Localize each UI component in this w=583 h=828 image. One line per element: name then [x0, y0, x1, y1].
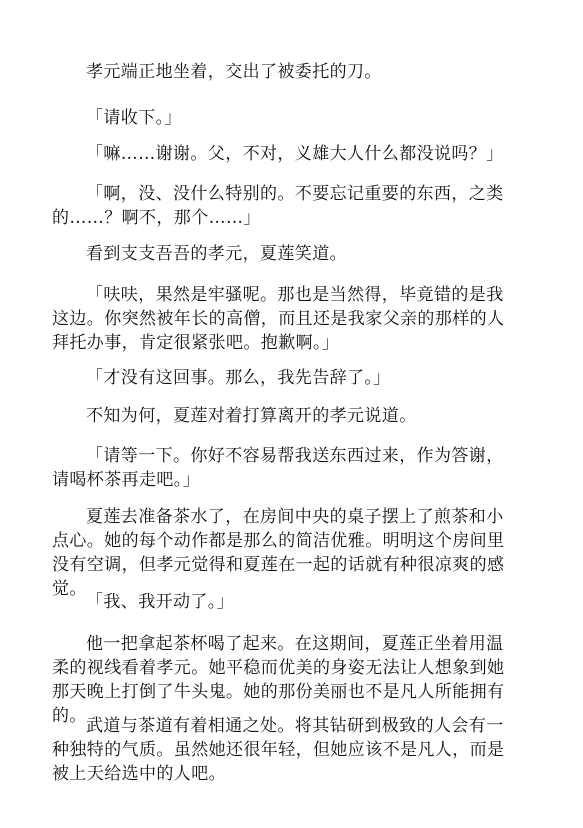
paragraph-2: 「请收下。」: [86, 108, 182, 128]
paragraph-13: 武道与茶道有着相通之处。将其钻研到极致的人会有一种独特的气质。虽然她还很年轻，但她应该不是凡人，而是被上天给选中的人吧。: [52, 716, 505, 784]
paragraph-6: 「呋呋，果然是牢骚呢。那也是当然得，毕竟错的是我这边。你突然被年长的高僧，而且还是我家父亲的那样的人拜托办事，肯定很紧张吧。抱歉啊。」: [52, 285, 505, 353]
paragraph-8: 不知为何，夏莲对着打算离开的孝元说道。: [86, 406, 417, 426]
paragraph-1: 孝元端正地坐着，交出了被委托的刀。: [86, 62, 382, 82]
paragraph-3: 「嘛……谢谢。父，不对，义雄大人什么都没说吗？」: [86, 144, 504, 164]
paragraph-7: 「才没有这回事。那么，我先告辞了。」: [86, 368, 391, 388]
paragraph-10: 夏莲去准备茶水了，在房间中央的桌子摆上了煎茶和小点心。她的每个动作都是那么的简洁优雅。明明这个房间里没有空调，但孝元觉得和夏莲在一起的话就有种很凉爽的感觉。: [52, 507, 505, 599]
paragraph-5: 看到支支吾吾的孝元，夏莲笑道。: [86, 244, 347, 264]
paragraph-9: 「请等一下。你好不容易帮我送东西过来，作为答谢，请喝杯茶再走吧。」: [52, 446, 504, 490]
paragraph-12: 他一把拿起茶杯喝了起来。在这期间，夏莲正坐着用温柔的视线看着孝元。她平稳而优美的身姿无法让人想象到她那天晚上打倒了牛头鬼。她的那份美丽也不是凡人所能拥有的。: [52, 634, 505, 726]
paragraph-11: 「我、我开动了。」: [86, 592, 235, 612]
paragraph-4: 「啊，没、没什么特别的。不要忘记重要的东西，之类的……？啊不，那个……」: [52, 184, 504, 228]
